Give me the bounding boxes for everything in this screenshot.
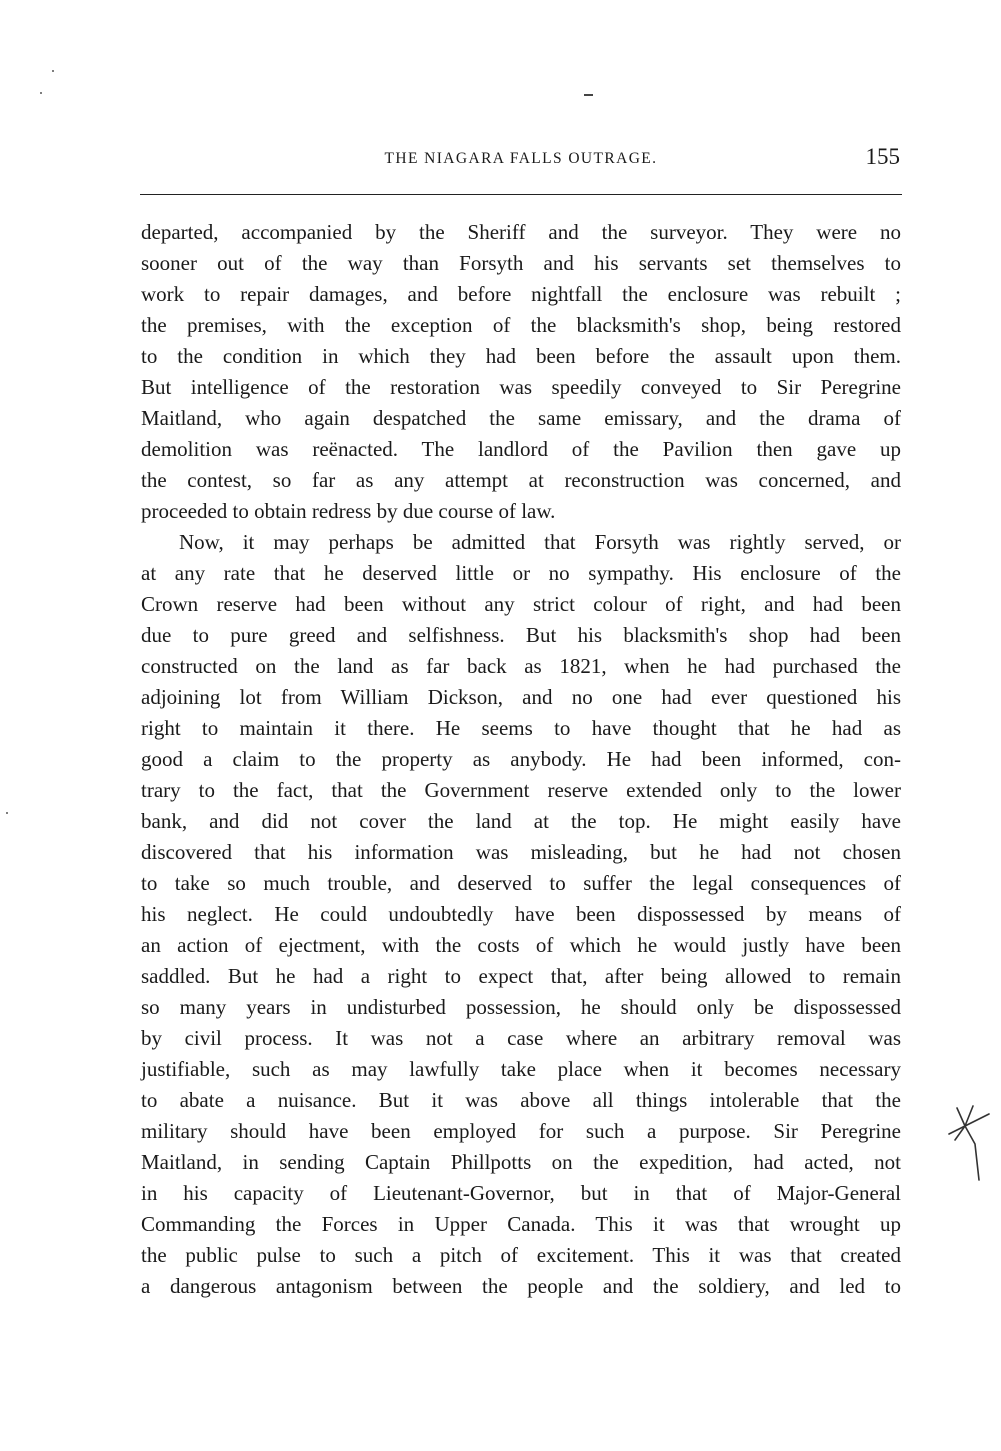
text-line: sooner out of the way than Forsyth and his servants set themselves to (141, 251, 901, 275)
text-line: due to pure greed and selfishness. But his blacksmith's shop had been (141, 623, 901, 647)
text-line: the premises, with the exception of the blacksmith's shop, being restored (141, 313, 901, 337)
text-line: the public pulse to such a pitch of excitement. This it was that created (141, 1243, 901, 1267)
text-line: at any rate that he deserved little or no sympathy. His enclosure of the (141, 561, 901, 585)
body-text (141, 217, 901, 1302)
text-line: his neglect. He could undoubtedly have been dispossessed by means of (141, 902, 901, 926)
text-line: bank, and did not cover the land at the top. He might easily have (141, 809, 901, 833)
page-header (140, 144, 902, 180)
text-line: to abate a nuisance. But it was above all things intolerable that the (141, 1088, 901, 1112)
text-line: Crown reserve had been without any strict colour of right, and had been (141, 592, 901, 616)
text-line: constructed on the land as far back as 1821, when he had purchased the (141, 654, 901, 678)
text-line: the contest, so far as any attempt at reconstruction was concerned, and (141, 468, 901, 492)
stray-dot (40, 92, 42, 94)
text-line: saddled. But he had a right to expect that, after being allowed to remain (141, 964, 901, 988)
running-title: THE NIAGARA FALLS OUTRAGE. (384, 150, 658, 167)
stray-dot (6, 812, 8, 814)
text-line: But intelligence of the restoration was speedily conveyed to Sir Peregrine (141, 375, 901, 399)
text-line: an action of ejectment, with the costs of which he would justly have been (141, 933, 901, 957)
text-line: Maitland, who again despatched the same emissary, and the drama of (141, 406, 901, 430)
text-line: in his capacity of Lieutenant-Governor, but in that of Major-General (141, 1181, 901, 1205)
stray-dot (52, 70, 54, 72)
text-line: by civil process. It was not a case where an arbitrary removal was (141, 1026, 901, 1050)
text-line: Now, it may perhaps be admitted that Forsyth was rightly served, or (179, 530, 901, 554)
text-line: departed, accompanied by the Sheriff and the surveyor. They were no (141, 220, 901, 244)
text-line: good a claim to the property as anybody. He had been informed, con- (141, 747, 901, 771)
stray-mark-top (584, 94, 593, 96)
text-line: Maitland, in sending Captain Phillpotts on the expedition, had acted, not (141, 1150, 901, 1174)
page-number: 155 (865, 144, 900, 169)
text-line: right to maintain it there. He seems to have thought that he had as (141, 716, 901, 740)
text-line: so many years in undisturbed possession, he should only be dispossessed (141, 995, 901, 1019)
text-line: trary to the fact, that the Government reserve extended only to the lower (141, 778, 901, 802)
margin-mark-icon (945, 1100, 995, 1190)
header-rule (140, 194, 902, 195)
text-line: work to repair damages, and before nightfall the enclosure was rebuilt ; (141, 282, 901, 306)
text-line: to take so much trouble, and deserved to suffer the legal consequences of (141, 871, 901, 895)
text-line: demolition was reënacted. The landlord of the Pavilion then gave up (141, 437, 901, 461)
text-line: discovered that his information was misleading, but he had not chosen (141, 840, 901, 864)
text-line: justifiable, such as may lawfully take place when it becomes necessary (141, 1057, 901, 1081)
text-line: military should have been employed for such a purpose. Sir Peregrine (141, 1119, 901, 1143)
text-line: a dangerous antagonism between the people and the soldiery, and led to (141, 1274, 901, 1298)
text-line: proceeded to obtain redress by due course of law. (141, 499, 556, 523)
text-line: adjoining lot from William Dickson, and no one had ever questioned his (141, 685, 901, 709)
text-line: Commanding the Forces in Upper Canada. This it was that wrought up (141, 1212, 901, 1236)
text-line: to the condition in which they had been before the assault upon them. (141, 344, 901, 368)
